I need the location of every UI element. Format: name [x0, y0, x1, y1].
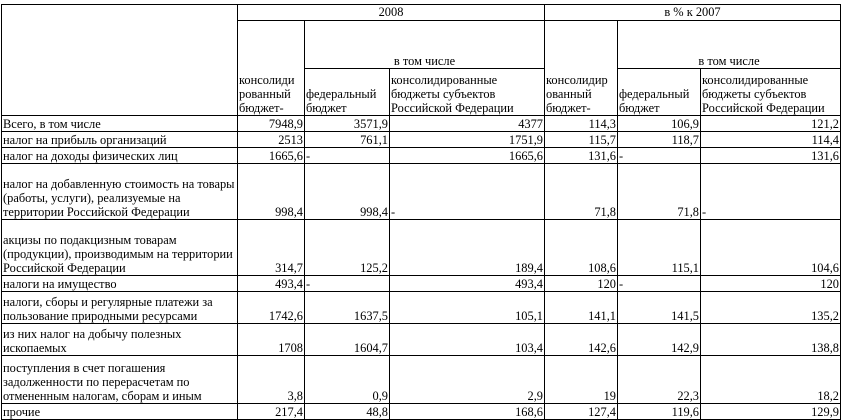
header-row-including — [2, 21, 841, 69]
cell-federal-2008: 48,8 — [305, 404, 390, 420]
cell-regional-2008: 2,9 — [390, 356, 545, 404]
row-label: налог на прибыль организаций — [2, 132, 238, 148]
table-row — [2, 148, 841, 164]
cell-regional-2008: 168,6 — [390, 404, 545, 420]
cell-federal-pct: 142,9 — [618, 324, 701, 356]
cell-consolidated-2008: 998,4 — [238, 164, 305, 220]
col-regional-pct: консолидированные бюджеты субъектов Российской Федерации — [701, 69, 841, 116]
cell-regional-pct: - — [701, 164, 841, 220]
cell-federal-2008: 761,1 — [305, 132, 390, 148]
cell-regional-2008: 105,1 — [390, 292, 545, 324]
cell-consolidated-pct: 114,3 — [545, 116, 618, 132]
cell-federal-2008: 1637,5 — [305, 292, 390, 324]
cell-regional-pct: 104,6 — [701, 220, 841, 276]
cell-federal-2008: - — [305, 148, 390, 164]
col-federal-2008: федеральный бюджет — [305, 69, 390, 116]
cell-consolidated-pct: 142,6 — [545, 324, 618, 356]
cell-federal-2008: 1604,7 — [305, 324, 390, 356]
cell-regional-2008: 1751,9 — [390, 132, 545, 148]
cell-consolidated-2008: 3,8 — [238, 356, 305, 404]
cell-consolidated-pct: 127,4 — [545, 404, 618, 420]
cell-federal-pct: 118,7 — [618, 132, 701, 148]
col-regional-2008: консолидированные бюджеты субъектов Российской Федерации — [390, 69, 545, 116]
including-header-2008: в том числе — [305, 21, 545, 69]
cell-federal-pct: - — [618, 148, 701, 164]
header-empty-cell — [2, 69, 238, 116]
budget-revenue-table — [1, 4, 841, 420]
cell-regional-pct: 121,2 — [701, 116, 841, 132]
cell-regional-2008: 493,4 — [390, 276, 545, 292]
cell-regional-pct: 114,4 — [701, 132, 841, 148]
table-row — [2, 164, 841, 220]
cell-federal-2008: - — [305, 276, 390, 292]
cell-regional-pct: 138,8 — [701, 324, 841, 356]
header-empty-cell — [238, 21, 305, 69]
row-label: налоги на имущество — [2, 276, 238, 292]
cell-consolidated-2008: 2513 — [238, 132, 305, 148]
cell-federal-2008: 998,4 — [305, 164, 390, 220]
table-row — [2, 276, 841, 292]
table-row — [2, 132, 841, 148]
cell-regional-2008: - — [390, 164, 545, 220]
cell-consolidated-2008: 1742,6 — [238, 292, 305, 324]
cell-regional-pct: 120 — [701, 276, 841, 292]
table-row — [2, 220, 841, 276]
cell-federal-pct: 106,9 — [618, 116, 701, 132]
row-label: налоги, сборы и регулярные платежи за пользование природными ресурсами — [2, 292, 238, 324]
cell-federal-pct: 115,1 — [618, 220, 701, 276]
cell-regional-2008: 1665,6 — [390, 148, 545, 164]
col-federal-pct: федеральный бюджет — [618, 69, 701, 116]
col-consolidated-pct: консолидир ованный бюджет- — [545, 69, 618, 116]
cell-consolidated-pct: 108,6 — [545, 220, 618, 276]
row-label: из них налог на добычу полезных ископаемых — [2, 324, 238, 356]
cell-consolidated-2008: 1708 — [238, 324, 305, 356]
cell-federal-2008: 0,9 — [305, 356, 390, 404]
table-row — [2, 404, 841, 420]
cell-consolidated-2008: 7948,9 — [238, 116, 305, 132]
table-row — [2, 292, 841, 324]
table-row — [2, 324, 841, 356]
header-row-groups — [2, 5, 841, 21]
including-header-pct: в том числе — [618, 21, 841, 69]
cell-consolidated-pct: 71,8 — [545, 164, 618, 220]
row-label: Всего, в том числе — [2, 116, 238, 132]
cell-consolidated-2008: 1665,6 — [238, 148, 305, 164]
pct-group-header: в % к 2007 — [545, 5, 841, 21]
cell-regional-2008: 189,4 — [390, 220, 545, 276]
cell-regional-pct: 18,2 — [701, 356, 841, 404]
year-group-header: 2008 — [238, 5, 545, 21]
cell-regional-pct: 135,2 — [701, 292, 841, 324]
header-empty-cell — [545, 21, 618, 69]
col-consolidated-2008: консолиди рованный бюджет- — [238, 69, 305, 116]
cell-federal-pct: 141,5 — [618, 292, 701, 324]
cell-consolidated-pct: 120 — [545, 276, 618, 292]
cell-federal-pct: 119,6 — [618, 404, 701, 420]
header-empty-cell — [2, 21, 238, 69]
cell-federal-pct: 22,3 — [618, 356, 701, 404]
cell-federal-pct: - — [618, 276, 701, 292]
row-label: прочие — [2, 404, 238, 420]
cell-consolidated-pct: 141,1 — [545, 292, 618, 324]
cell-consolidated-2008: 493,4 — [238, 276, 305, 292]
cell-consolidated-2008: 217,4 — [238, 404, 305, 420]
cell-regional-2008: 103,4 — [390, 324, 545, 356]
header-row-columns — [2, 69, 841, 116]
cell-consolidated-pct: 131,6 — [545, 148, 618, 164]
header-empty-cell — [2, 5, 238, 21]
cell-federal-pct: 71,8 — [618, 164, 701, 220]
cell-federal-2008: 125,2 — [305, 220, 390, 276]
cell-consolidated-pct: 19 — [545, 356, 618, 404]
cell-consolidated-2008: 314,7 — [238, 220, 305, 276]
table-row — [2, 356, 841, 404]
row-label: поступления в счет погашения задолженности по перерасчетам по отмененным налогам, сборам и иным — [2, 356, 238, 404]
cell-federal-2008: 3571,9 — [305, 116, 390, 132]
row-label: налог на добавленную стоимость на товары (работы, услуги), реализуемые на территории Российской Федерации — [2, 164, 238, 220]
cell-regional-pct: 131,6 — [701, 148, 841, 164]
cell-consolidated-pct: 115,7 — [545, 132, 618, 148]
cell-regional-2008: 4377 — [390, 116, 545, 132]
row-label: налог на доходы физических лиц — [2, 148, 238, 164]
row-label: акцизы по подакцизным товарам (продукции), производимым на территории Российской Федерации — [2, 220, 238, 276]
table-row — [2, 116, 841, 132]
cell-regional-pct: 129,9 — [701, 404, 841, 420]
